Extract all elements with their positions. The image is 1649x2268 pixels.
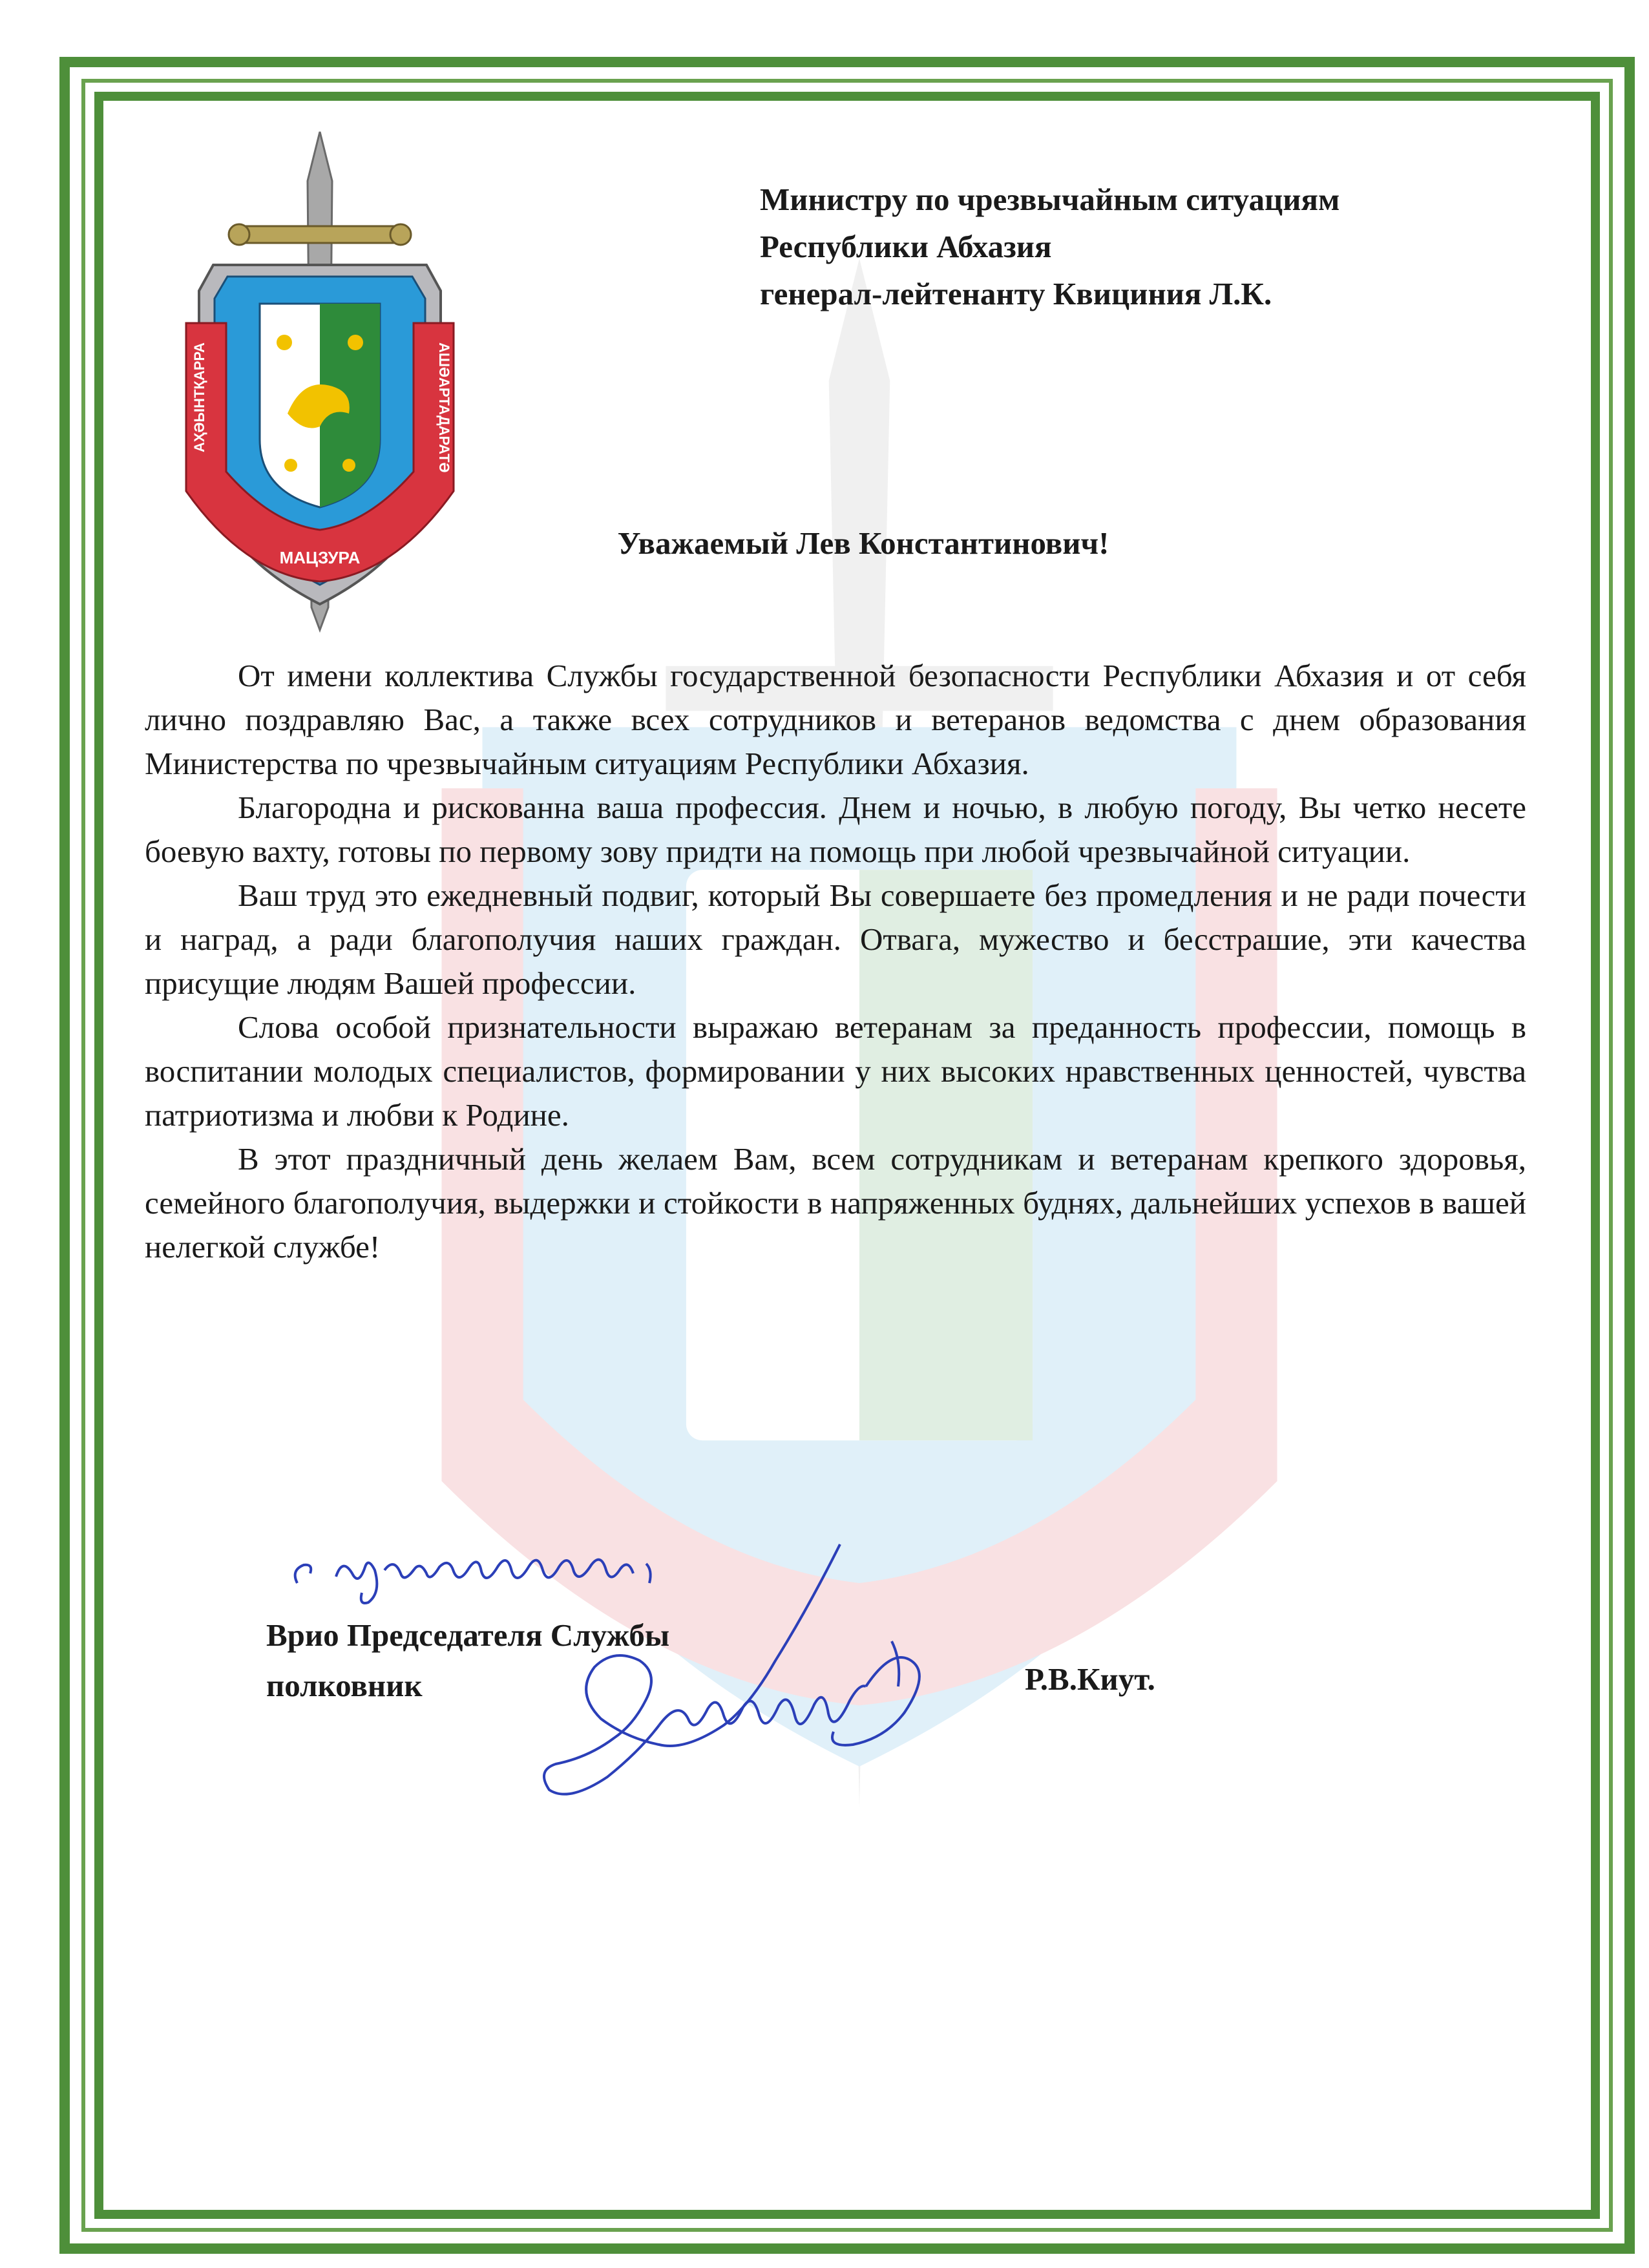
signatory-title-line-1: Врио Председателя Службы xyxy=(266,1617,670,1653)
signatory-name: Р.В.Киут. xyxy=(1025,1661,1155,1697)
ribbon-text-left: АҲӘЫНТҚАРРА xyxy=(191,342,207,452)
ribbon-text-right: АШӘАРТАДАРАТӘ xyxy=(436,342,452,473)
addressee-line-2: Республики Абхазия xyxy=(760,229,1052,264)
addressee-block xyxy=(760,176,1339,317)
salutation xyxy=(0,525,1649,562)
body-paragraph: От имени коллектива Службы государственной безопасности Республики Абхазия и от себя лично поздравляю Вас, а также всех сотрудников и ветеранов ведомства с днем образования Министерства по чрезвычайным ситуациям Республики Абхазия. xyxy=(145,658,1526,781)
salutation-text: Уважаемый Лев Константинович! xyxy=(617,525,1109,561)
addressee-line-3: генерал-лейтенанту Квициния Л.К. xyxy=(760,276,1272,311)
letter-body xyxy=(145,654,1526,1269)
handwritten-signature xyxy=(530,1531,943,1809)
body-paragraph: Благородна и рискованна ваша профессия. Днем и ночью, в любую погоду, Вы четко несете боевую вахту, готовы по первому зову придти на помощь при любой чрезвычайной ситуации. xyxy=(145,790,1526,869)
body-paragraph: Слова особой признательности выражаю ветеранам за преданность профессии, помощь в воспитании молодых специалистов, формировании у них высоких нравственных ценностей, чувства патриотизма и любви к Родине. xyxy=(145,1009,1526,1133)
ribbon-text-bottom: МАЦЗУРА xyxy=(279,548,361,567)
addressee-line-1: Министру по чрезвычайным ситуациям xyxy=(760,182,1340,217)
body-paragraph: В этот праздничный день желаем Вам, всем сотрудникам и ветеранам крепкого здоровья, семейного благополучия, выдержки и стойкости в напряженных буднях, дальнейших успехов в вашей нелегкой службе! xyxy=(145,1141,1526,1265)
signatory-rank: полковник xyxy=(266,1668,423,1703)
body-paragraph: Ваш труд это ежедневный подвиг, который Вы совершаете без промедления и не ради почести и наград, а ради благополучия наших граждан. Отвага, мужество и бесстрашие, эти качества присущие людям Вашей профессии. xyxy=(145,877,1526,1001)
